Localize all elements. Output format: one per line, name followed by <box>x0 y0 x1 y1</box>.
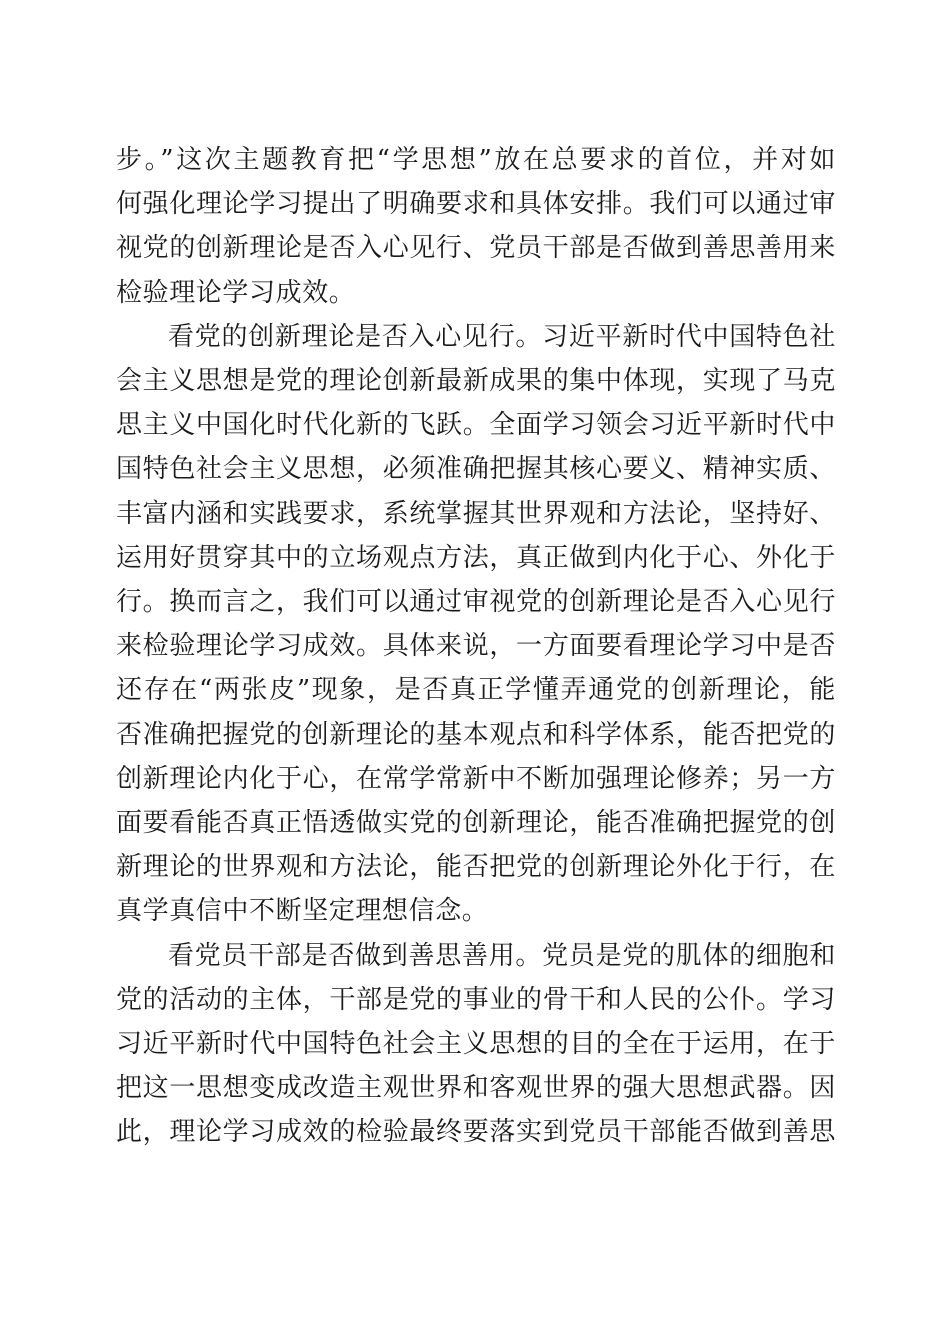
text-line: 检验理论学习成效。 <box>116 277 356 308</box>
paragraph-party-members <box>116 934 836 1155</box>
text-line: 新理论的世界观和方法论，能否把党的创新理论外化于行，在 <box>116 852 836 883</box>
paragraph-innovation-theory <box>116 315 836 934</box>
text-line: 国特色社会主义思想，必须准确把握其核心要义、精神实质、 <box>116 454 836 485</box>
text-line: 把这一思想变成改造主观世界和客观世界的强大思想武器。因 <box>116 1073 836 1104</box>
text-line: 视党的创新理论是否入心见行、党员干部是否做到善思善用来 <box>116 233 836 264</box>
text-line: 否准确把握党的创新理论的基本观点和科学体系，能否把党的 <box>116 719 836 750</box>
text-line: 看党的创新理论是否入心见行。习近平新时代中国特色社 <box>168 321 836 352</box>
text-line: 习近平新时代中国特色社会主义思想的目的全在于运用，在于 <box>116 1029 836 1060</box>
text-line: 运用好贯穿其中的立场观点方法，真正做到内化于心、外化于 <box>116 542 836 573</box>
document-body <box>116 138 836 1155</box>
text-line: 还存在“两张皮”现象，是否真正学懂弄通党的创新理论，能 <box>116 675 836 706</box>
text-line: 丰富内涵和实践要求，系统掌握其世界观和方法论，坚持好、 <box>116 498 836 529</box>
text-line: 党的活动的主体，干部是党的事业的骨干和人民的公仆。学习 <box>116 984 836 1015</box>
text-line: 步。”这次主题教育把“学思想”放在总要求的首位，并对如 <box>116 145 836 175</box>
text-line: 真学真信中不断坚定理想信念。 <box>116 896 489 927</box>
text-line: 思主义中国化时代化新的飞跃。全面学习领会习近平新时代中 <box>116 410 836 441</box>
text-line: 行。换而言之，我们可以通过审视党的创新理论是否入心见行 <box>116 587 836 618</box>
text-line: 此，理论学习成效的检验最终要落实到党员干部能否做到善思 <box>116 1117 836 1148</box>
text-line: 看党员干部是否做到善思善用。党员是党的肌体的细胞和 <box>168 940 836 971</box>
text-line: 会主义思想是党的理论创新最新成果的集中体现，实现了马克 <box>116 366 836 397</box>
text-line: 来检验理论学习成效。具体来说，一方面要看理论学习中是否 <box>116 631 836 662</box>
text-line: 何强化理论学习提出了明确要求和具体安排。我们可以通过审 <box>116 189 836 220</box>
text-line: 面要看能否真正悟透做实党的创新理论，能否准确把握党的创 <box>116 808 836 839</box>
paragraph-intro <box>116 138 836 315</box>
text-line: 创新理论内化于心，在常学常新中不断加强理论修养；另一方 <box>116 763 836 794</box>
